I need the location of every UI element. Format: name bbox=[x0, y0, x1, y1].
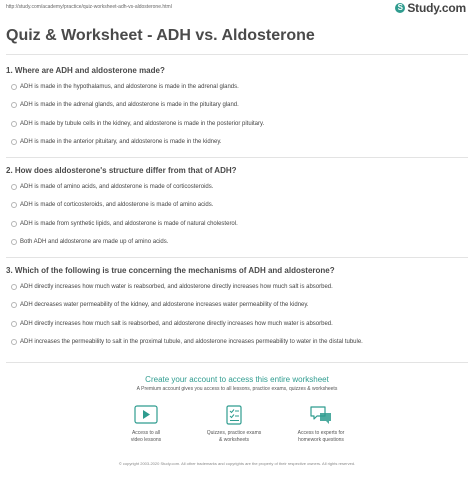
feature-line: Access to all bbox=[131, 430, 161, 436]
feature-line: homework questions bbox=[298, 437, 344, 443]
option-label: ADH increases the permeability to salt in the proximal tubule, and aldosterone increases permeability to water in the distal tubule. bbox=[20, 339, 363, 345]
question-1-option-4[interactable] bbox=[11, 139, 222, 145]
option-label: ADH directly increases how much salt is reabsorbed, and aldosterone directly increases how much water is absorbed. bbox=[20, 321, 333, 327]
question-3-option-4[interactable] bbox=[11, 339, 363, 345]
feature-quiz-label bbox=[189, 430, 279, 444]
option-label: ADH directly increases how much water is reabsorbed, and aldosterone directly increases how much salt is absorbed. bbox=[20, 284, 333, 290]
option-label: ADH is made in the adrenal glands, and aldosterone is made in the pituitary gland. bbox=[20, 102, 239, 108]
option-label: ADH is made by tubule cells in the kidney, and aldosterone is made in the posterior pituitary. bbox=[20, 121, 265, 127]
logo-mark-icon: S bbox=[395, 3, 405, 13]
radio-icon[interactable] bbox=[11, 302, 17, 308]
feature-video-label bbox=[101, 430, 191, 444]
question-3-text: 3. Which of the following is true concerning the mechanisms of ADH and aldosterone? bbox=[6, 266, 335, 275]
expert-chat-icon bbox=[308, 405, 334, 425]
cta-title[interactable]: Create your account to access this entire worksheet bbox=[145, 375, 329, 384]
question-1-option-2[interactable] bbox=[11, 102, 239, 108]
question-divider bbox=[6, 157, 468, 158]
option-label: ADH decreases water permeability of the kidney, and aldosterone increases water permeability of the kidney. bbox=[20, 302, 309, 308]
radio-icon[interactable] bbox=[11, 221, 17, 227]
question-1-option-1[interactable] bbox=[11, 84, 239, 90]
option-label: ADH is made of corticosteroids, and aldosterone is made of amino acids. bbox=[20, 202, 214, 208]
radio-icon[interactable] bbox=[11, 339, 17, 345]
video-icon bbox=[133, 405, 159, 425]
question-1-text: 1. Where are ADH and aldosterone made? bbox=[6, 66, 165, 75]
logo-text: Study.com bbox=[407, 1, 466, 15]
radio-icon[interactable] bbox=[11, 202, 17, 208]
question-1-option-3[interactable] bbox=[11, 121, 264, 127]
option-label: ADH is made of amino acids, and aldosterone is made of corticosteroids. bbox=[20, 184, 214, 190]
section-divider bbox=[6, 362, 468, 363]
radio-icon[interactable] bbox=[11, 239, 17, 245]
option-label: ADH is made in the hypothalamus, and aldosterone is made in the adrenal glands. bbox=[20, 84, 239, 90]
question-2-option-1[interactable] bbox=[11, 184, 213, 190]
question-3-option-1[interactable] bbox=[11, 284, 333, 290]
copyright-text: © copyright 2003-2020 Study.com. All other trademarks and copyrights are the property of their respective owners. All rights reserved. bbox=[118, 461, 356, 466]
feature-line: video lessons bbox=[130, 437, 162, 443]
top-bar bbox=[0, 0, 474, 16]
feature-line: Access to experts for bbox=[297, 430, 345, 436]
radio-icon[interactable] bbox=[11, 284, 17, 290]
study-logo[interactable] bbox=[395, 1, 466, 15]
question-3-option-2[interactable] bbox=[11, 302, 309, 308]
question-2-option-4[interactable] bbox=[11, 239, 168, 245]
question-2-text: 2. How does aldosterone's structure differ from that of ADH? bbox=[6, 166, 237, 175]
question-3-option-3[interactable] bbox=[11, 321, 333, 327]
option-label: ADH is made from synthetic lipids, and aldosterone is made of natural cholesterol. bbox=[20, 221, 238, 227]
page-url: http://study.com/academy/practice/quiz-worksheet-adh-vs-aldosterone.html bbox=[6, 4, 172, 10]
option-label: ADH is made in the anterior pituitary, and aldosterone is made in the kidney. bbox=[20, 139, 222, 145]
title-divider bbox=[6, 54, 468, 55]
feature-expert-label bbox=[276, 430, 366, 444]
radio-icon[interactable] bbox=[11, 321, 17, 327]
question-2-option-3[interactable] bbox=[11, 221, 238, 227]
radio-icon[interactable] bbox=[11, 102, 17, 108]
radio-icon[interactable] bbox=[11, 84, 17, 90]
radio-icon[interactable] bbox=[11, 121, 17, 127]
option-label: Both ADH and aldosterone are made up of amino acids. bbox=[20, 239, 169, 245]
feature-line: Quizzes, practice exams bbox=[206, 430, 262, 436]
radio-icon[interactable] bbox=[11, 139, 17, 145]
quiz-icon bbox=[221, 405, 247, 425]
cta-subtitle: A Premium account gives you access to all lessons, practice exams, quizzes & worksheets bbox=[136, 386, 338, 392]
question-divider bbox=[6, 257, 468, 258]
page-title: Quiz & Worksheet - ADH vs. Aldosterone bbox=[6, 27, 315, 44]
feature-line: & worksheets bbox=[218, 437, 249, 443]
radio-icon[interactable] bbox=[11, 184, 17, 190]
question-2-option-2[interactable] bbox=[11, 202, 213, 208]
